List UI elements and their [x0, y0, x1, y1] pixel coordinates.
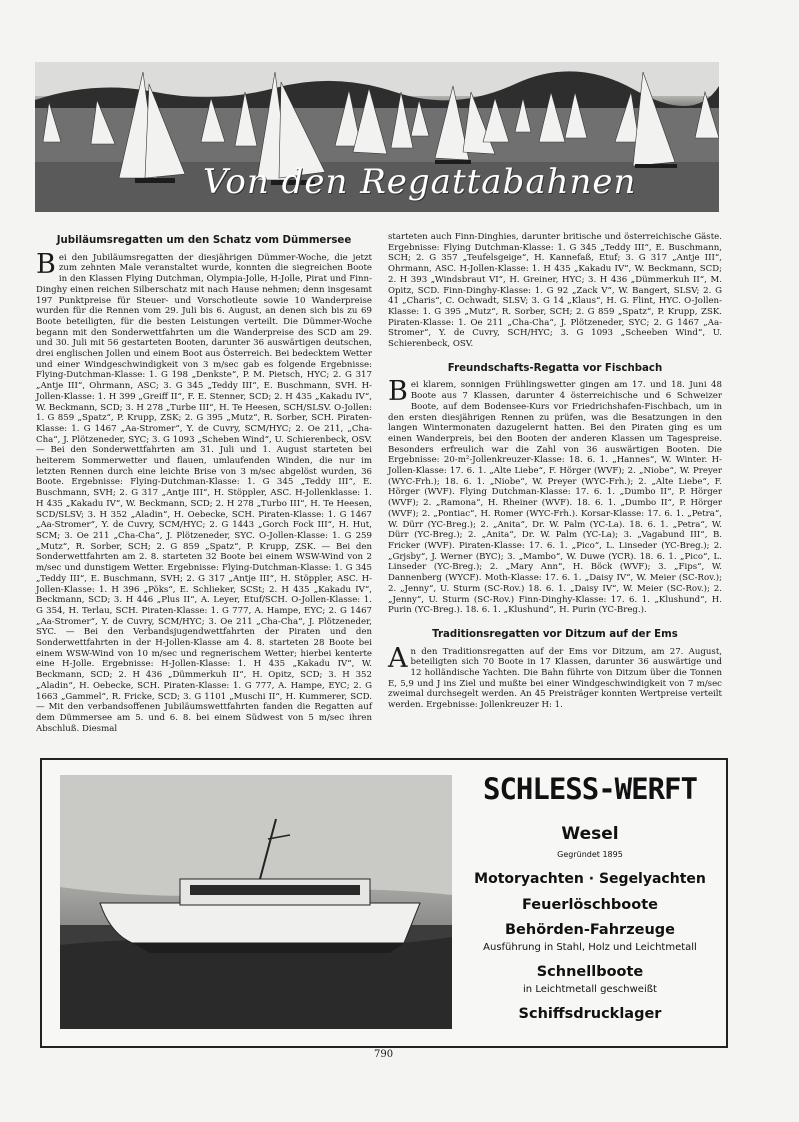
- drop-cap: B: [388, 376, 408, 408]
- motor-yacht-illustration: [60, 775, 452, 1029]
- ad-line: Feuerlöschboote: [521, 897, 658, 913]
- article-text: ei den Jubiläumsregatten der diesjährigen Dümmer-Woche, die jetzt zum zehnten Male veranstaltet wurde, konnten die siegreichen Boote in den Klassen Flying Dutchman, Olympia-Jolle, H-Jolle, Pirat und Finn-Dinghy einen reichen Silberschatz mit nach Hause nehmen; denn insgesamt 197 Punktpreise für Steuer- und Vorschotleute sowie 10 Wanderpreise wurden für die Rennen vom 29. Juli bis 6. August, an denen sich bis zu 69 Boote beteiligten, für die besten Leistungen verteilt. Die Dümmer-Woche begann mit den Sonderwettfahrten um die Wanderpreise des SCD am 29. und 30. Juli mit 56 gestarteten Booten, darunter 36 auswärtigen deutschen, drei englischen Jollen und einem Boot aus Österreich. Bei bedecktem Wetter und einer Windgeschwindigkeit von 3 m/sec gab es folgende Ergebnisse: Flying-Dutchman-Klasse: 1. G 198 „Denkste“, P. M. Pietsch, HYC; 2. G 317 „Antje III“, Ohrmann, ASC; 3. G 345 „Teddy III“, E. Buschmann, SVH. H-Jollen-Klasse: 1. H 399 „Greiff II“, F. E. Stenner, SCD; 2. H 435 „Kakadu IV“, W. Beckmann, SCD; 3. H 278 „Turbe III“, H. Te Heesen, SCH/SLSV. O-Jollen: 1. G 859 „Spatz“, P. Krupp, ZSK; 2. G 395 „Mutz“, R. Sorber, SCH. Piraten-Klasse: 1. G 1467 „Aa-Stromer“, Y. de Cuvry, SCM/HYC; 2. Oe 211, „Cha-Cha“, J. Plötzeneder, SYC; 3. G 1093 „Scheben Wind“, U. Schierenbeck, OSV. — Bei den Sonderwettfahrten am 31. Juli und 1. August starteten bei heiterem Sommerwetter und flauen, umlaufenden Winden, die nur im letzten Rennen durch eine leichte Brise von 3 m/sec abgelöst wurden, 36 Boote. Ergebnisse: Flying-Dutchman-Klasse: 1. G 345 „Teddy III“, E. Buschmann, SVH; 2. G 317 „Antje III“, H. Stöppler, ASC. H-Jollenklasse: 1. H 435 „Kakadu IV“, W. Beckmann, SCD; 2. H 278 „Turbo III“, H. Te Heesen, SCD/SLSV; 3. H 352 „Aladin“, H. Oebecke, SCH. Piraten-Klasse: 1. G 1467 „Aa-Stromer“, Y. de Cuvry, SCM/HYC; 2. G 1443 „Gorch Fock III“, H. Hut, SCM; 3. Oe 211 „Cha-Cha“, J. Plötzeneder, SYC. O-Jollen-Klasse: 1. G 259 „Mutz“, R. Sorber, SCH; 2. G 859 „Spatz“, P. Krupp, ZSK. — Bei den Sonderwettfahrten am 2. 8. starteten 32 Boote bei einem WSW-Wind von 2 m/sec und dunstigem Wetter. Ergebnisse: Flying-Dutchman-Klasse: 1. G 345 „Teddy III“, E. Buschmann, SVH; 2. G 317 „Antje III“, H. Stöppler, ASC. H-Jollen-Klasse: 1. H 396 „Pöks“, E. Schlieker, SCSt; 2. H 435 „Kakadu IV“, Beckmann, SCD; 3. H 446 „Plus II“, A. Leyer, Etuf/SCH. O-Jollen-Klasse: 1. G 354, H. Terlau, SCH. Piraten-Klasse: 1. G 777, A. Hampe, EYC; 2. G 1467 „Aa-Stromer“, Y. de Cuvry, SCM/HYC; 3. Oe 211 „Cha-Cha“, J. Plötzeneder, SYC. — Bei den Verbandsjugendwettfahrten der Piraten und den Sonderwettfahrten in der H-Jollen-Klasse am 4. 8. starteten 28 Boote bei einem WSW-Wind von 10 m/sec und regnerischem Wetter; hierbei kenterte eine H-Jolle. Ergebnisse: H-Jollen-Klasse: 1. H 435 „Kakadu IV“, W. Beckmann, SCD; 2. H 436 „Dümmerkuh II“, H. Opitz, SCD; 3. H 352 „Aladin“, H. Oebecke, SCH. Piraten-Klasse: 1. G 777, A. Hampe, EYC; 2. G 1663 „Gammel“, R. Fricke, SCD; 3. G 1101 „Muschi II“, H. Kummerer, SCD. — Mit den verbandsoffenen Jubiläumswettfahrten fanden die Regatten auf dem Dümmersee am 5. und 6. 8. bei einem Südwest von 5 m/sec ihren Abschluß. Diesmal: [36, 252, 372, 734]
- right-column: [388, 232, 722, 711]
- ad-detail: Ausführung in Stahl, Holz und Leichtmetall: [483, 942, 697, 953]
- article-continuation: starteten auch Finn-Dinghies, darunter britische und österreichische Gäste. Ergebnisse: Flying Dutchman-Klasse: 1. G 345 „Teddy III“, E. Buschmann, SCH; 2. G 357 „Teufelsgeige“, H. Kannefaß, Etuf; 3. G 317 „Antje III“, Ohrmann, ASC. H-Jollen-Klasse: 1. H 435 „Kakadu IV“, W. Beckmann, SCD; 2. H 393 „Windsbraut VI“, H. Greiner, HYC; 3. H 436 „Dümmerkuh II“, M. Opitz, SCD. Finn-Dinghy-Klasse: 1. G 92 „Zack V“, W. Bangert, SLSV; 2. G 41 „Charis“, C. Ochwadt, SLSV; 3. G 14 „Klaus“, H. G. Flint, HYC. O-Jollen-Klasse: 1. G 395 „Mutz“, R. Sorber, SCH; 2. G 859 „Spatz“, P. Krupp, ZSK. Piraten-Klasse: 1. Oe 211 „Cha-Cha“, J. Plötzeneder, SYC; 2. G 1467 „Aa-Stromer“, Y. de Cuvry, SCH/HYC; 3. G 1093 „Scheeben Wind“, U. Schierenbeck, OSV.: [388, 232, 722, 350]
- article-body: [388, 376, 722, 616]
- article-heading: Jubiläumsregatten um den Schatz vom Dümmersee: [56, 235, 352, 246]
- left-column: [36, 236, 372, 734]
- article-heading: Traditionsregatten vor Ditzum auf der Ems: [432, 628, 678, 640]
- article-text: n den Traditionsregatten auf der Ems vor Ditzum, am 27. August, beteiligten sich 70 Boote in 17 Klassen, darunter 36 auswärtige und 12 holländische Yachten. Die Bahn führte von Ditzum über die Tonnen E, 5,9 und J ins Ziel und mußte bei einer Windgeschwindigkeit von 7 m/sec zweimal durchsegelt werden. An 45 Preisträger konnten Wertpreise verteilt werden. Ergebnisse: Jollenkreuzer H: 1.: [388, 646, 722, 711]
- drop-cap: B: [36, 248, 56, 280]
- ad-line: Schnellboote: [536, 964, 644, 980]
- advertisement-text: [458, 760, 722, 1022]
- ad-city: Wesel: [561, 824, 619, 844]
- article-body: [388, 642, 722, 711]
- ad-line: Behörden-Fahrzeuge: [505, 922, 675, 938]
- drop-cap: A: [388, 642, 408, 674]
- ad-brand: SCHLESS-WERFT: [483, 772, 697, 806]
- page-number: 790: [374, 1049, 394, 1060]
- ad-detail: in Leichtmetall geschweißt: [523, 984, 657, 995]
- banner-title: Von den Regattabahnen: [203, 162, 637, 202]
- ad-line: Schiffsdrucklager: [518, 1006, 662, 1022]
- ad-founded: Gegründet 1895: [557, 850, 623, 859]
- article-text: ei klarem, sonnigen Frühlingswetter gingen am 17. und 18. Juni 48 Boote aus 7 Klassen, darunter 4 österreichische und 6 Schweizer Boote, auf dem Bodensee-Kurs vor Friedrichshafen-Fischbach, um in den ersten diesjährigen Rennen zu prüfen, was die Besatzungen in den langen Wintermonaten dazugelernt hatten. Bei den Piraten ging es um einen Wanderpreis, bei den Booten der anderen Klassen um Tagespreise. Besonders erfreulich war die Zahl von 36 auswärtigen Booten. Die Ergebnisse: 20-m²-Jollenkreuzer-Klasse: 18. 6. 1. „Hannes“, W. Winter. H-Jollen-Klasse: 17. 6. 1. „Alte Liebe“, F. Hörger (WVF); 2. „Niobe“, W. Preyer (WYC-Frh.); 18. 6. 1. „Niobe“, W. Preyer (WYC-Frh.); 2. „Alte Liebe“, F. Hörger (WVF). Flying Dutchman-Klasse: 17. 6. 1. „Dumbo II“, P. Hörger (WVF); 2. „Ramona“, H. Rheiner (WVF). 18. 6. 1. „Dumbo II“, P. Hörger (WVF); 2. „Pontiac“, H. Romer (WYC-Frh.). Korsar-Klasse: 17. 6. 1. „Petra“, W. Dürr (YC-Breg.); 2. „Anita“, Dr. W. Palm (YC-La). 18. 6. 1. „Petra“, W. Dürr (YC-Breg.); 2. „Anita“, Dr. W. Palm (YC-La); 3. „Vagabund III“, B. Fricker (WVF). Piraten-Klasse: 17. 6. 1. „Pico“, L. Linseder (YC-Breg.); 2. „Grjsby“, J. Werner (BYC); 3. „Mambo“, W. Duwe (YCR). 18. 6. 1. „Pico“, L. Linseder (YC-Breg.); 2. „Mary Ann“, H. Böck (WVF); 3. „Fips“, W. Dannenberg (WYCF). Moth-Klasse: 17. 6. 1. „Daisy IV“, W. Meier (SC-Rov.); 2. „Jenny“, U. Sturm (SC-Rov.) 18. 6. 1. „Daisy IV“, W. Meier (SC-Rov.); 2. „Jenny“, U. Sturm (SC-Rov.) Finn-Dinghy-Klasse: 17. 6. 1. „Klushund“, H. Purin (YC-Breg.). 18. 6. 1. „Klushund“, H. Purin (YC-Breg.).: [388, 380, 722, 616]
- article-heading: Freundschafts-Regatta vor Fischbach: [447, 362, 663, 374]
- regatta-banner-photo: [35, 62, 719, 212]
- ad-line: Motoryachten · Segelyachten: [474, 871, 706, 887]
- article-body: [36, 248, 372, 735]
- motor-yacht-photo: [60, 775, 452, 1029]
